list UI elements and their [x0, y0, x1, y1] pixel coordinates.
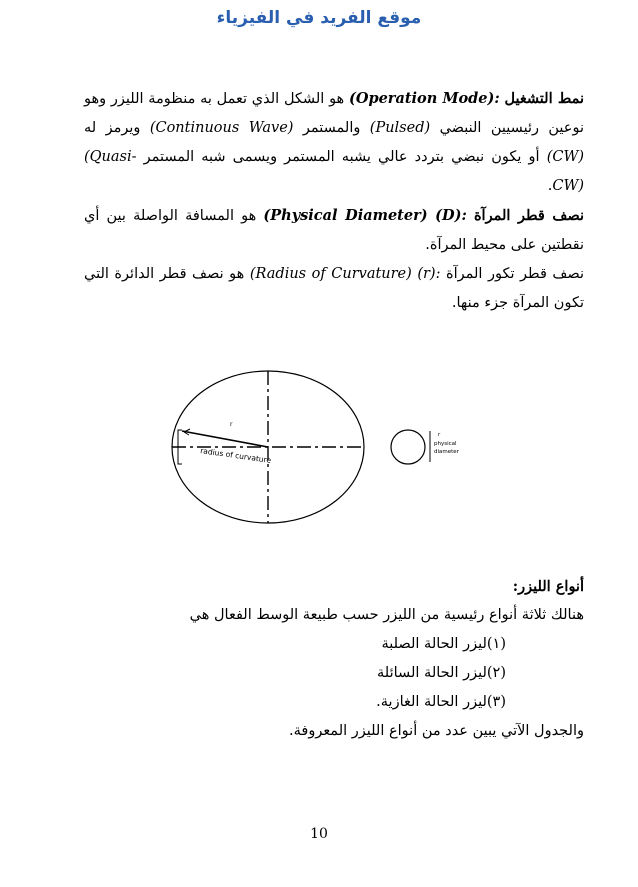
definitions-text — [84, 84, 584, 318]
radius-symbol-label: r — [230, 421, 233, 428]
operation-mode-text2: والمستمر — [293, 120, 370, 136]
quasi-cw-term: (Quasi-CW) — [84, 149, 584, 194]
diameter-heading: نصف قطر المرآة — [473, 207, 585, 224]
laser-types-section — [84, 572, 584, 746]
radius-of-curvature-label: radius of curvature — [199, 446, 272, 465]
laser-type-item: (٢)ليزر الحالة السائلة — [377, 665, 506, 681]
side-label-physical: physical — [434, 441, 457, 447]
side-label-diameter: diameter — [434, 449, 459, 455]
operation-mode-term: (Operation Mode): — [348, 90, 500, 107]
site-title: موقع الفريد في الفيزياء — [216, 8, 422, 28]
mirror-diagram-svg — [168, 370, 468, 540]
operation-mode-text1: هو الشكل الذي تعمل به منظومة الليزر وهو نوعين رئيسيين النبضي — [84, 91, 584, 136]
operation-mode-heading: نمط التشغيل — [504, 90, 584, 107]
operation-mode-text3: ويرمز له — [84, 120, 150, 136]
radius-line — [182, 431, 268, 447]
diameter-paragraph — [84, 201, 584, 260]
laser-type-item: (٣)ليزر الحالة الغازية. — [376, 694, 506, 710]
laser-types-intro: هنالك ثلاثة أنواع رئيسية من الليزر حسب طبيعة الوسط الفعال هي — [189, 607, 584, 623]
mirror-diagram — [168, 370, 468, 540]
radius-text: هو نصف قطر الدائرة التي تكون المرآة جزء منها. — [84, 266, 584, 311]
diameter-term: (Physical Diameter) (D): — [263, 207, 467, 224]
side-label-r: r — [438, 432, 441, 438]
operation-mode-end: . — [547, 178, 553, 194]
operation-mode-paragraph — [84, 84, 584, 201]
radius-heading: نصف قطر تكور المرآة — [446, 266, 585, 282]
radius-paragraph — [84, 260, 584, 318]
laser-types-heading: أنواع الليزر: — [512, 578, 584, 595]
laser-type-item: (١)ليزر الحالة الصلبة — [381, 636, 506, 652]
mirror-circle — [391, 430, 425, 464]
radius-term: (Radius of Curvature) (r): — [249, 266, 441, 282]
cw-term: (CW) — [546, 149, 584, 165]
diameter-text: هو المسافة الواصلة بين أي نقطتين على محيط المرآة. — [84, 208, 584, 253]
operation-mode-text4: أو يكون نبضي بتردد عالي يشبه المستمر ويسمى شبه المستمر — [136, 149, 547, 165]
page-number: 10 — [310, 826, 328, 842]
continuous-term: (Continuous Wave) — [149, 120, 294, 136]
pulsed-term: (Pulsed) — [369, 120, 431, 136]
laser-types-closing: والجدول الآتي يبين عدد من أنواع الليزر المعروفة. — [289, 723, 584, 739]
